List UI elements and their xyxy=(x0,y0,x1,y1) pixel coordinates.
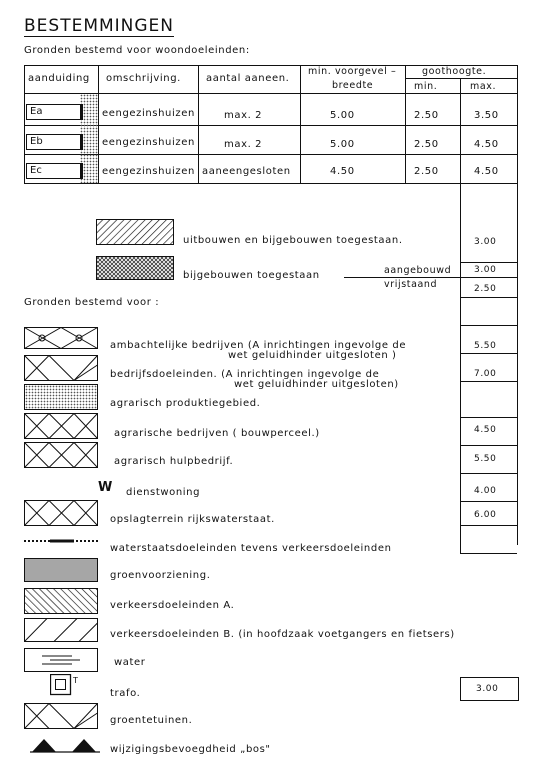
legend-value: 4.50 xyxy=(474,425,497,435)
legend-value: 7.00 xyxy=(474,369,497,379)
row-max: 4.50 xyxy=(474,166,499,177)
sparse-hatch-symbol-icon xyxy=(24,618,98,642)
header-goothoogte: goothoogte. xyxy=(422,66,487,77)
aangebouwd-value: 3.00 xyxy=(474,265,497,275)
section-heading-overig: Gronden bestemd voor : xyxy=(24,297,160,308)
trafo-symbol-letter: T xyxy=(73,676,79,685)
header-max: max. xyxy=(470,81,497,92)
row-breedte: 5.00 xyxy=(330,139,355,150)
code-label: Eb xyxy=(26,134,83,150)
uitbouwen-label: uitbouwen en bijgebouwen toegestaan. xyxy=(183,235,403,246)
water-symbol-icon xyxy=(24,648,98,672)
legend-text: waterstaatsdoeleinden tevens verkeersdoeleinden xyxy=(110,543,392,554)
legend-value: 5.50 xyxy=(474,341,497,351)
row-min: 2.50 xyxy=(414,166,439,177)
row-max: 3.50 xyxy=(474,110,499,121)
header-aantal: aantal aaneen. xyxy=(206,73,290,84)
crosshatch-pattern-icon xyxy=(96,256,174,280)
garden-symbol-icon xyxy=(24,703,98,729)
row-omschrijving: eengezinshuizen xyxy=(102,166,195,177)
row-min: 2.50 xyxy=(414,139,439,150)
vrijstaand-value: 2.50 xyxy=(474,284,497,294)
dotted-symbol-icon xyxy=(24,384,98,410)
legend-text-2: wet geluidhinder uitgesloten) xyxy=(234,379,399,390)
row-breedte: 5.00 xyxy=(330,110,355,121)
legend-text: agrarisch produktiegebied. xyxy=(110,398,261,409)
lattice-symbol-icon xyxy=(24,413,98,439)
header-voorgevel: min. voorgevel – xyxy=(308,66,397,77)
row-omschrijving: eengezinshuizen xyxy=(102,137,195,148)
header-min: min. xyxy=(414,81,438,92)
lattice-symbol-icon-2 xyxy=(24,442,98,468)
legend-text: dienstwoning xyxy=(126,487,201,498)
legend-text: verkeersdoeleinden A. xyxy=(110,600,235,611)
section-heading-woondoeleinden: Gronden bestemd voor woondoeleinden: xyxy=(24,45,250,56)
row-breedte: 4.50 xyxy=(330,166,355,177)
legend-value: 5.50 xyxy=(474,454,497,464)
legend-text: agrarische bedrijven ( bouwperceel.) xyxy=(114,428,320,439)
row-aantal: max. 2 xyxy=(224,110,263,121)
row-aantal: aaneengesloten xyxy=(202,166,291,177)
legend-text: groentetuinen. xyxy=(110,715,193,726)
legend-text: verkeersdoeleinden B. (in hoofdzaak voetgangers en fietsers) xyxy=(110,629,455,640)
row-omschrijving: eengezinshuizen xyxy=(102,108,195,119)
diagonal-cross-symbol-icon xyxy=(24,355,98,381)
stipple-symbol-icon xyxy=(24,558,98,582)
header-omschrijving: omschrijving. xyxy=(106,73,181,84)
row-max: 4.50 xyxy=(474,139,499,150)
code-label: Ec xyxy=(26,163,83,179)
row-min: 2.50 xyxy=(414,110,439,121)
legend-value: 6.00 xyxy=(474,510,497,520)
trafo-symbol-icon xyxy=(50,674,72,696)
legend-text-2: wet geluidhinder uitgesloten ) xyxy=(228,350,397,361)
bos-triangles-icon xyxy=(30,737,100,753)
legend-text: bedrijfsdoeleinden. (A inrichtingen ingevolge de xyxy=(110,369,380,380)
uitbouwen-value: 3.00 xyxy=(474,237,497,247)
vrijstaand-label: vrijstaand xyxy=(384,279,438,290)
page-title: BESTEMMINGEN xyxy=(24,16,175,36)
legend-value: 3.00 xyxy=(476,684,499,694)
opslag-symbol-icon xyxy=(24,500,98,526)
row-aantal: max. 2 xyxy=(224,139,263,150)
legend-value: 4.00 xyxy=(474,486,497,496)
dense-hatch-symbol-icon xyxy=(24,588,98,614)
legend-text: wijzigingsbevoegdheid „bos" xyxy=(110,744,271,755)
legend-text: opslagterrein rijkswaterstaat. xyxy=(110,514,275,525)
dienstwoning-symbol: W xyxy=(98,480,113,495)
legend-text: trafo. xyxy=(110,688,141,699)
hatch-pattern-icon xyxy=(96,219,174,245)
header-aanduiding: aanduiding xyxy=(28,73,90,84)
legend-text: groenvoorziening. xyxy=(110,570,211,581)
aangebouwd-label: aangebouwd xyxy=(384,265,452,276)
legend-text: ambachtelijke bedrijven (A inrichtingen ingevolge de xyxy=(110,340,407,351)
header-breedte-text: breedte xyxy=(332,80,374,91)
dashed-line-symbol-icon xyxy=(24,538,100,544)
legend-text: agrarisch hulpbedrijf. xyxy=(114,456,234,467)
circle-x-symbol-icon xyxy=(24,327,98,349)
legend-text: water xyxy=(114,657,146,668)
bijgebouwen-label: bijgebouwen toegestaan xyxy=(183,270,320,281)
code-label: Ea xyxy=(26,104,83,120)
